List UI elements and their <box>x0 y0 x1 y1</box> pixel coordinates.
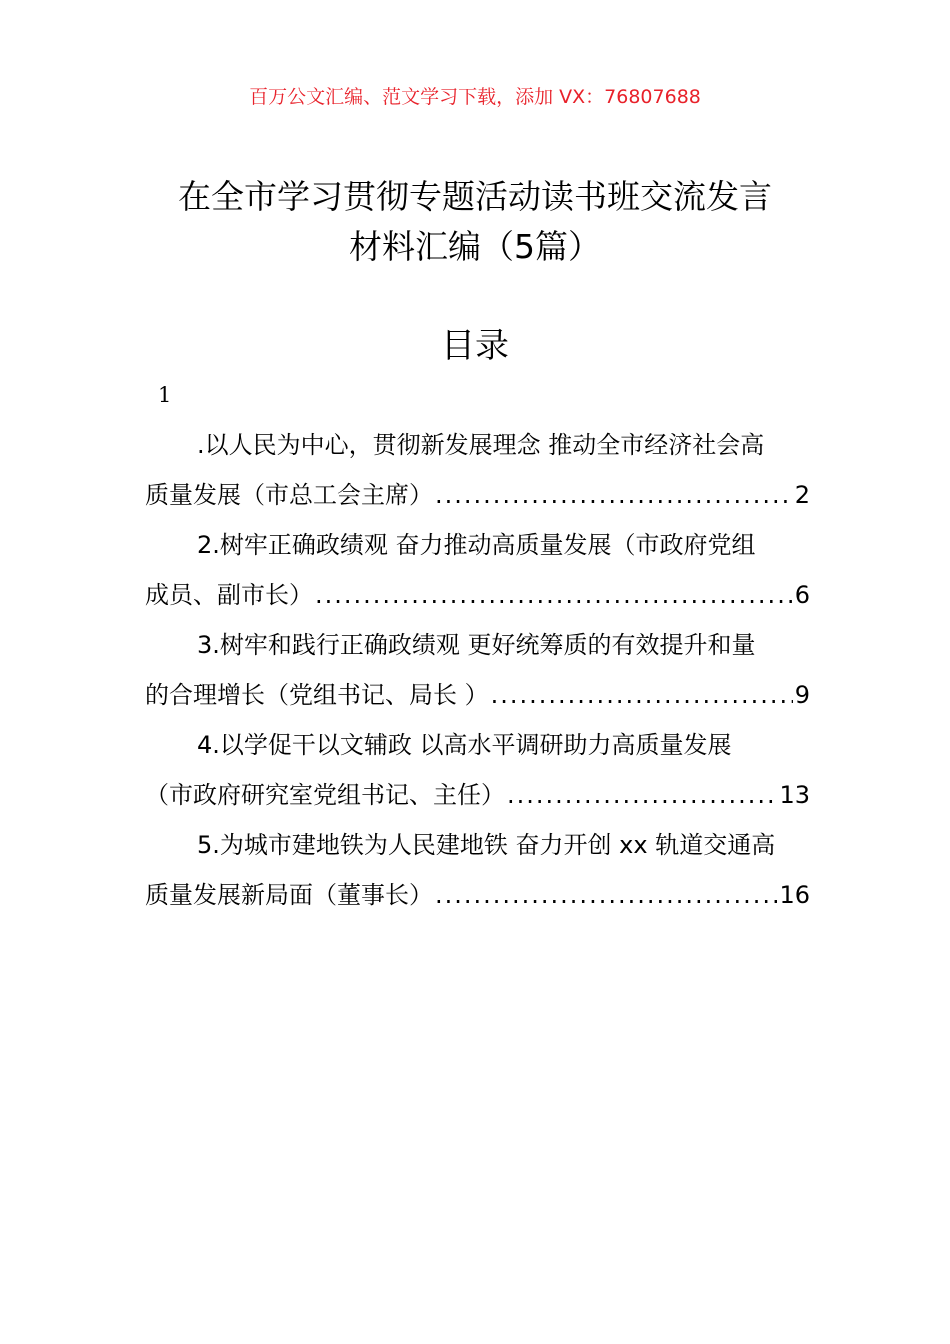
toc-page-number: 9 <box>794 681 810 709</box>
toc-entry-3[interactable] <box>145 620 810 720</box>
toc-entry-title-cont: 质量发展（市总工会主席） <box>145 481 433 509</box>
toc-entry-title: 4.以学促干以文辅政 以高水平调研助力高质量发展 <box>197 731 732 759</box>
toc-page-number: 6 <box>794 581 810 609</box>
toc-entry-title-cont: 的合理增长（党组书记、局长 ） <box>145 681 489 709</box>
header-note: 百万公文汇编、范文学习下载，添加 VX：76807688 <box>249 86 701 108</box>
toc-page-number: 2 <box>794 481 810 509</box>
toc-dot-leader <box>491 670 793 720</box>
document-title-line-2: 材料汇编（5篇） <box>349 227 601 266</box>
toc-heading: 目录 <box>441 326 509 366</box>
toc-dot-leader <box>315 570 793 620</box>
toc-entry-5[interactable] <box>145 820 810 920</box>
toc-entry-title: 5.为城市建地铁为人民建地铁 奋力开创 xx 轨道交通高 <box>197 831 776 859</box>
toc-dot-leader <box>435 870 777 920</box>
toc-page-number: 16 <box>779 881 810 909</box>
toc-stray-number: 1 <box>158 383 172 407</box>
toc-entry-title: 2.树牢正确政绩观 奋力推动高质量发展（市政府党组 <box>197 531 756 559</box>
toc-dot-leader <box>507 770 777 820</box>
toc-entry-title: .以人民为中心，贯彻新发展理念 推动全市经济社会高 <box>197 431 765 459</box>
toc-entry-4[interactable] <box>145 720 810 820</box>
toc-dot-leader <box>435 470 793 520</box>
toc-entry-title: 3.树牢和践行正确政绩观 更好统筹质的有效提升和量 <box>197 631 756 659</box>
toc-page-number: 13 <box>779 781 810 809</box>
toc-entry-2[interactable] <box>145 520 810 620</box>
document-title <box>120 172 830 272</box>
toc-entry-title-cont: 质量发展新局面（董事长） <box>145 881 433 909</box>
toc-list <box>145 420 810 920</box>
toc-entry-title-cont: 成员、副市长） <box>145 581 313 609</box>
toc-entry-1[interactable] <box>145 420 810 520</box>
document-title-line-1: 在全市学习贯彻专题活动读书班交流发言 <box>178 177 772 216</box>
toc-entry-title-cont: （市政府研究室党组书记、主任） <box>145 781 505 809</box>
